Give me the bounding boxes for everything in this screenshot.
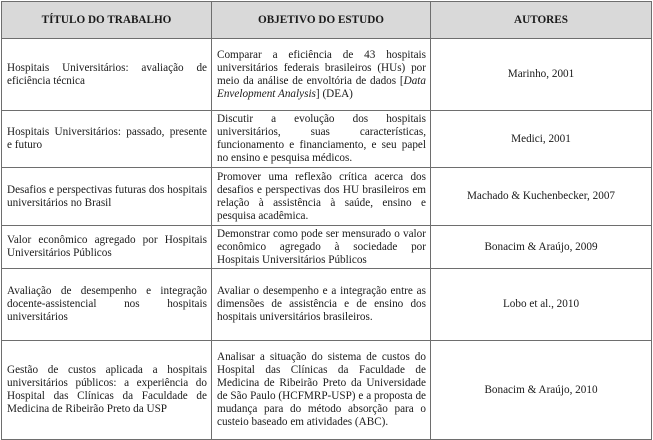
cell-objective: Discutir a evolução dos hospitais universitários, suas características, funcionamento e financiamento, e seu papel no ensino e pesquisa médicos.: [212, 111, 431, 168]
table-row: [2, 341, 652, 440]
cell-authors: Machado & Kuchenbecker, 2007: [431, 168, 652, 226]
cell-objective: Analisar a situação do sistema de custos do Hospital das Clínicas da Faculdade de Medicina de Ribeirão Preto da Universidade de São Paulo (HCFMRP-USP) e a proposta de mudança para do método absorção para o custeio baseado em atividades (ABC).: [212, 341, 431, 440]
objective-end-text: ] (DEA): [315, 87, 353, 100]
literature-review-table: [1, 1, 652, 440]
objective-text: Comparar a eficiência de 43 hospitais universitários federais brasileiros (HUs) por meio da análise de envoltória de dados [: [217, 48, 426, 87]
cell-authors: Marinho, 2001: [431, 39, 652, 111]
cell-title: Valor econômico agregado por Hospitais Universitários Públicos: [2, 226, 212, 269]
header-objective: OBJETIVO DO ESTUDO: [212, 2, 431, 39]
objective-italic-text: Data Envelopment Analysis: [217, 74, 426, 100]
table-row: [2, 269, 652, 341]
cell-authors: Bonacim & Araújo, 2009: [431, 226, 652, 269]
header-title: TÍTULO DO TRABALHO: [2, 2, 212, 39]
cell-authors: Medici, 2001: [431, 111, 652, 168]
cell-title: Gestão de custos aplicada a hospitais universitários públicos: a experiência do Hospital das Clínicas da Faculdade de Medicina de Ribeirão Preto da USP: [2, 341, 212, 440]
header-row: [2, 2, 652, 39]
cell-objective: Avaliar o desempenho e a integração entre as dimensões de assistência e de ensino dos hospitais universitários brasileiros.: [212, 269, 431, 341]
cell-title: Hospitais Universitários: avaliação de eficiência técnica: [2, 39, 212, 111]
table-row: [2, 39, 652, 111]
table-row: [2, 226, 652, 269]
cell-authors: Bonacim & Araújo, 2010: [431, 341, 652, 440]
cell-objective: [212, 39, 431, 111]
cell-authors: Lobo et al., 2010: [431, 269, 652, 341]
cell-title: Avaliação de desempenho e integração docente-assistencial nos hospitais universitários: [2, 269, 212, 341]
cell-objective: Promover uma reflexão crítica acerca dos desafios e perspectivas dos HU brasileiros em relação à assistência à saúde, ensino e pesquisa acadêmica.: [212, 168, 431, 226]
table-row: [2, 168, 652, 226]
cell-title: Desafios e perspectivas futuras dos hospitais universitários no Brasil: [2, 168, 212, 226]
cell-objective: Demonstrar como pode ser mensurado o valor econômico agregado à sociedade por Hospitais Universitários Públicos: [212, 226, 431, 269]
table-row: [2, 111, 652, 168]
header-authors: AUTORES: [431, 2, 652, 39]
cell-title: Hospitais Universitários: passado, presente e futuro: [2, 111, 212, 168]
